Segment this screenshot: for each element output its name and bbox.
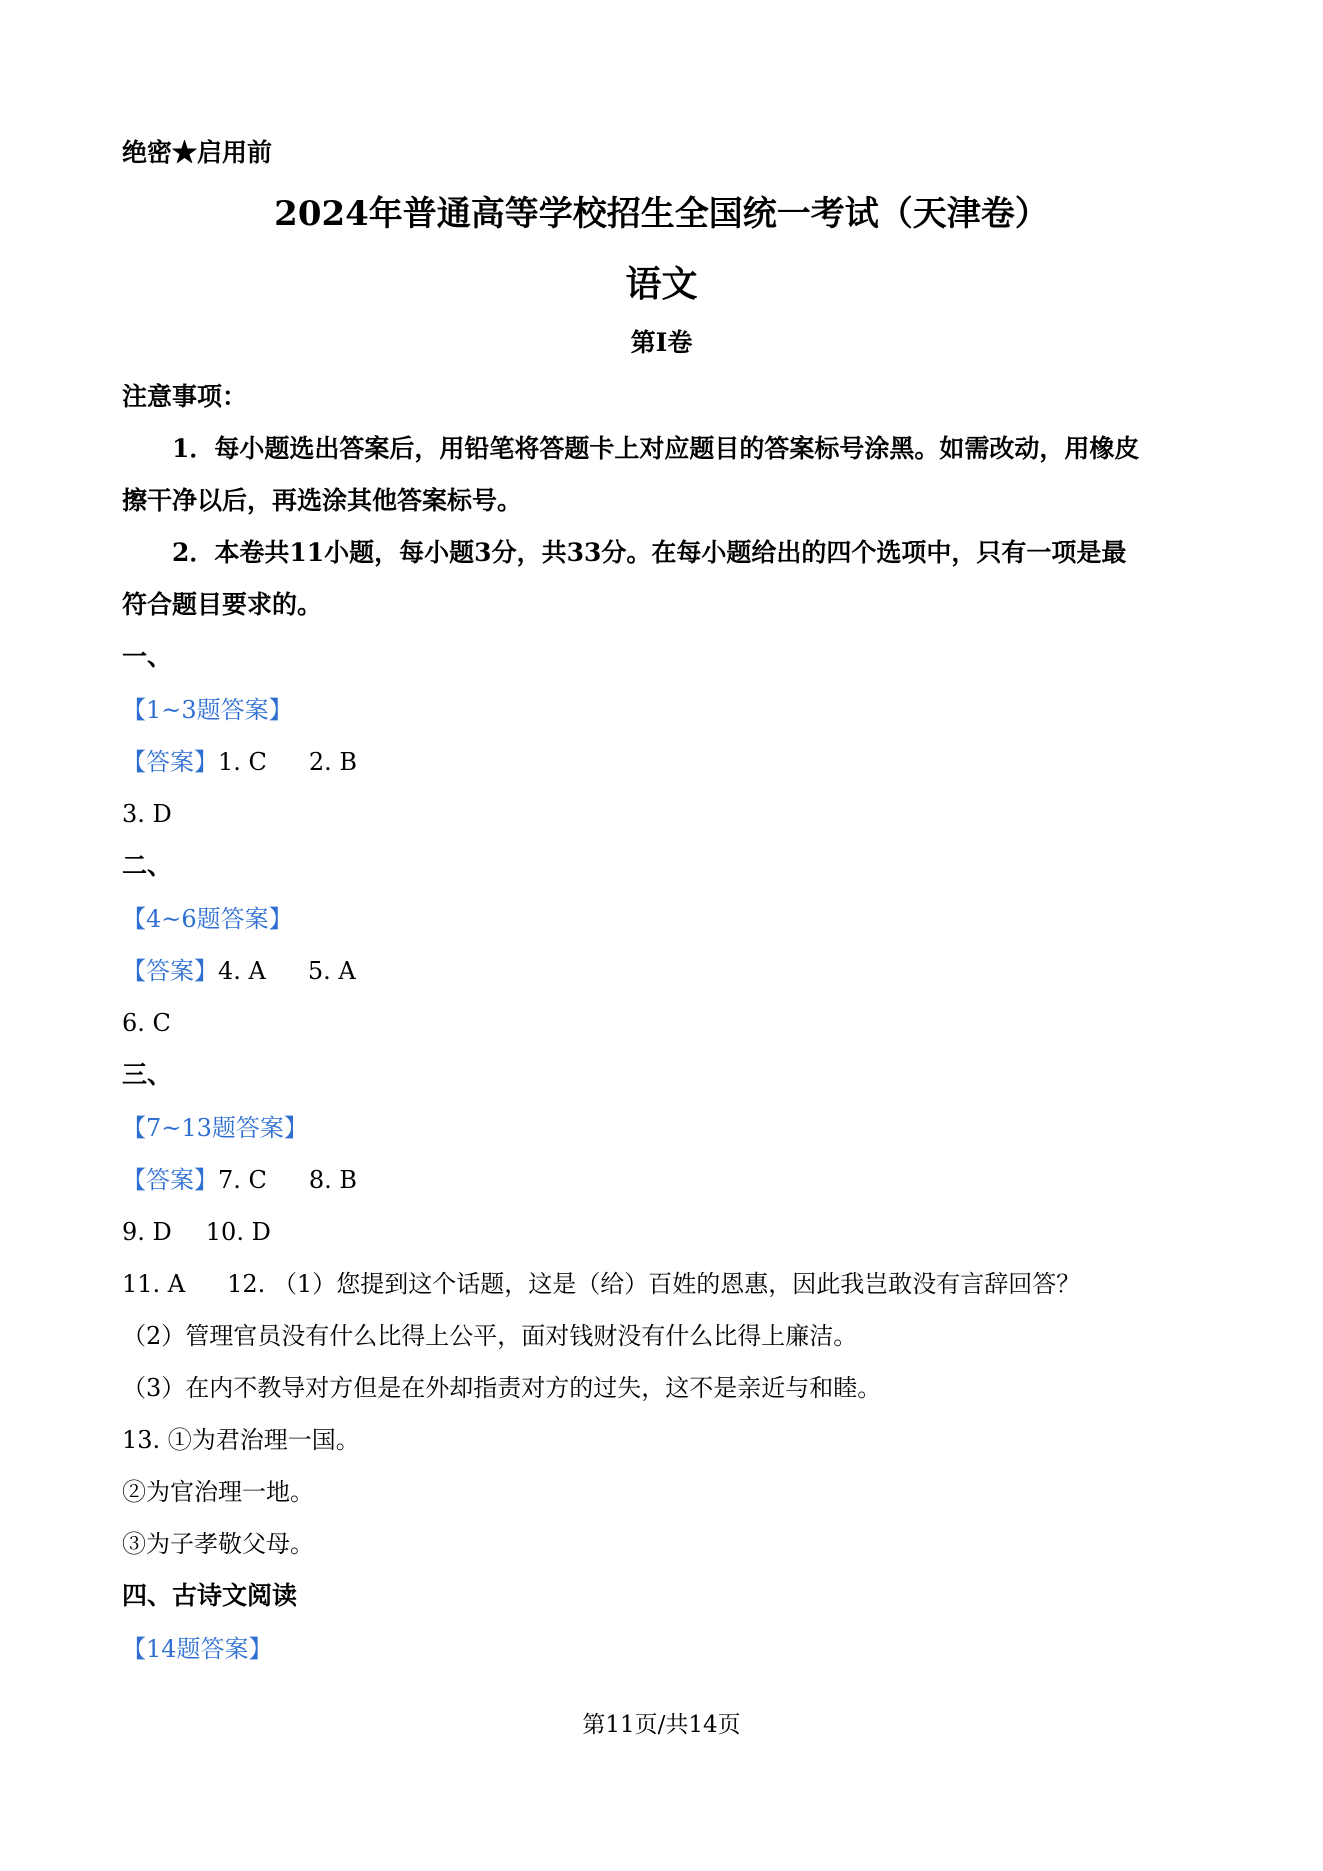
section-1-heading: 一、 (122, 642, 173, 671)
answer-5: 5. A (307, 957, 356, 985)
answer-13-part-1: 13. ①为君治理一国。 (122, 1426, 360, 1454)
answer-8: 8. B (308, 1166, 358, 1194)
answer-13-part-2: ②为官治理一地。 (122, 1478, 314, 1506)
answer-6: 6. C (122, 1009, 171, 1037)
section-4-heading: 四、古诗文阅读 (122, 1581, 298, 1610)
answer-2: 2. B (308, 748, 358, 776)
note-item-2-line-2: 符合题目要求的。 (122, 590, 323, 619)
answer-13-part-3: ③为子孝敬父母。 (122, 1530, 314, 1558)
answer-tag: 【答案】 (122, 748, 218, 776)
exam-title: 2024年普通高等学校招生全国统一考试（天津卷） (274, 194, 1049, 234)
section-4-label: 【14题答案】 (122, 1635, 273, 1663)
section-3-heading: 三、 (122, 1060, 173, 1089)
answers-9-10 (122, 1217, 271, 1247)
section-3-answers (122, 1165, 357, 1195)
subject-title: 语文 (625, 263, 698, 305)
page-footer: 第11页/共14页 (582, 1712, 741, 1738)
answer-3: 3. D (122, 800, 172, 828)
answers-11-12 (122, 1269, 1080, 1299)
volume-title: 第Ⅰ卷 (630, 328, 693, 357)
answer-12-part-2: （2）管理官员没有什么比得上公平，面对钱财没有什么比得上廉洁。 (122, 1322, 858, 1350)
section-1-answers (122, 747, 357, 777)
answer-4: 4. A (218, 957, 266, 985)
answer-12-part-3: （3）在内不教导对方但是在外却指责对方的过失，这不是亲近与和睦。 (122, 1374, 882, 1402)
note-item-2-line-1: 2．本卷共11小题，每小题3分，共33分。在每小题给出的四个选项中，只有一项是最 (172, 538, 1127, 567)
section-2-answers (122, 956, 356, 986)
note-item-1-line-1: 1．每小题选出答案后，用铅笔将答题卡上对应题目的答案标号涂黑。如需改动，用橡皮 (172, 434, 1140, 463)
answer-7: 7. C (218, 1166, 267, 1194)
section-3-label: 【7~13题答案】 (122, 1114, 308, 1142)
answer-12-part-1: 12. （1）您提到这个话题，这是（给）百姓的恩惠，因此我岂敢没有言辞回答？ (227, 1270, 1081, 1298)
answer-1: 1. C (218, 748, 267, 776)
notes-heading: 注意事项： (122, 382, 248, 411)
answer-tag: 【答案】 (122, 957, 218, 985)
secret-label: 绝密★启用前 (122, 138, 273, 167)
section-2-label: 【4~6题答案】 (122, 905, 293, 933)
section-1-label: 【1~3题答案】 (122, 696, 293, 724)
answer-10: 10. D (205, 1218, 271, 1246)
answer-11: 11. A (122, 1270, 186, 1298)
answer-tag: 【答案】 (122, 1166, 218, 1194)
answer-9: 9. D (122, 1218, 172, 1246)
note-item-1-line-2: 擦干净以后，再选涂其他答案标号。 (122, 486, 523, 515)
section-2-heading: 二、 (122, 851, 173, 880)
